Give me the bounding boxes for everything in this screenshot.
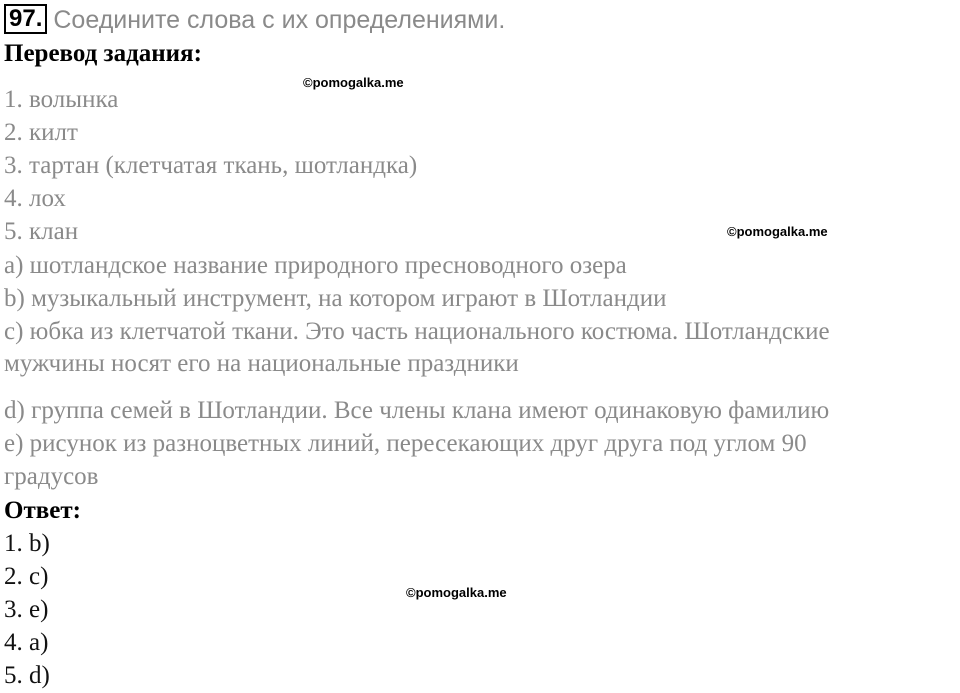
watermark: ©pomogalka.me: [303, 75, 404, 90]
answer-item: 3. e): [4, 596, 49, 623]
word-item: 5. клан: [4, 218, 79, 245]
definition-item: e) рисунок из разноцветных линий, пересекающих друг друга под углом 90: [4, 430, 807, 457]
definition-item: мужчины носят его на национальные праздники: [4, 350, 519, 377]
answer-item: 1. b): [4, 530, 50, 557]
answer-item: 5. d): [4, 662, 50, 689]
task-instruction: Соедините слова с их определениями.: [53, 6, 506, 34]
word-item: 1. волынка: [4, 86, 119, 113]
definition-item: a) шотландское название природного пресноводного озера: [4, 252, 627, 279]
task-header: [4, 4, 505, 37]
watermark: ©pomogalka.me: [406, 585, 507, 600]
definition-item: d) группа семей в Шотландии. Все члены клана имеют одинаковую фамилию: [4, 397, 830, 424]
task-number: 97.: [4, 4, 47, 34]
answer-item: 4. a): [4, 629, 49, 656]
word-item: 4. лох: [4, 185, 66, 212]
word-item: 3. тартан (клетчатая ткань, шотландка): [4, 152, 418, 179]
watermark: ©pomogalka.me: [727, 224, 828, 239]
answer-item: 2. c): [4, 563, 49, 590]
translation-heading: Перевод задания:: [4, 40, 202, 67]
definition-item: b) музыкальный инструмент, на котором играют в Шотландии: [4, 285, 667, 312]
answer-heading: Ответ:: [4, 497, 81, 524]
word-item: 2. килт: [4, 119, 78, 146]
definition-item: c) юбка из клетчатой ткани. Это часть национального костюма. Шотландские: [4, 318, 830, 345]
definition-item: градусов: [4, 463, 99, 490]
